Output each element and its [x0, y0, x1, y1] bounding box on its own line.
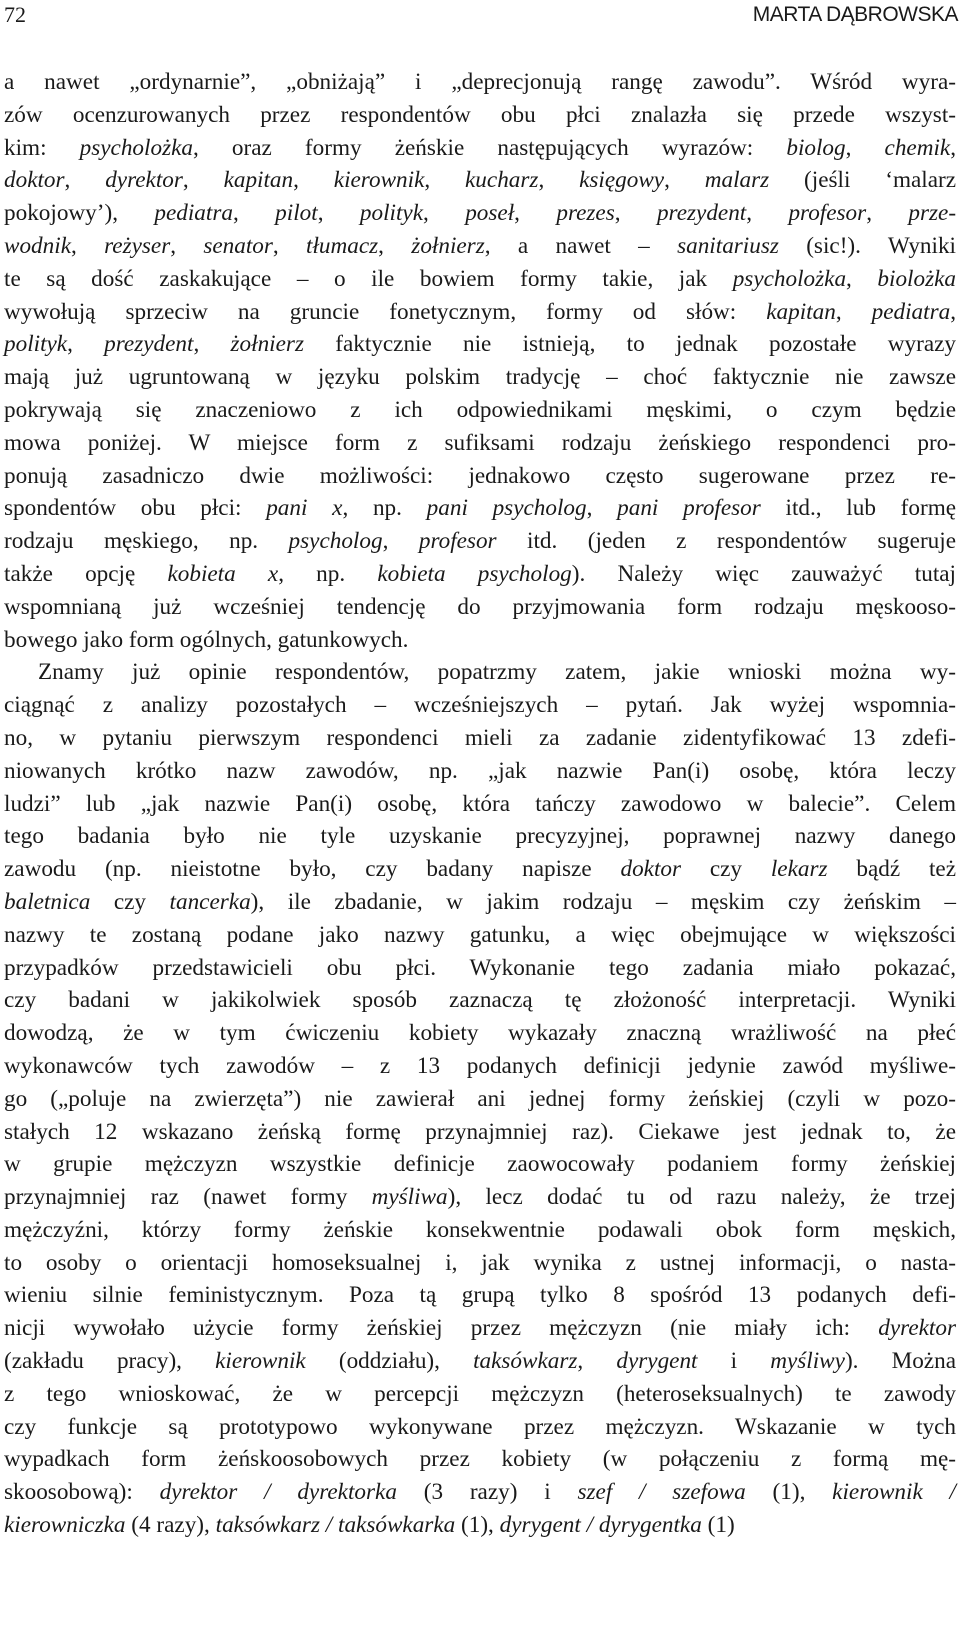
- page-number: 72: [4, 2, 26, 27]
- text-line: spondentów obu płci: pani x, np. pani psycholog, pani profesor itd., lub formę: [4, 495, 957, 522]
- text-line: w grupie mężczyzn wszystkie definicje zaowocowały podaniem formy żeńskiej: [4, 1151, 956, 1178]
- text-line: (zakładu pracy), kierownik (oddziału), taksówkarz, dyrygent i myśliwy). Można: [4, 1348, 956, 1375]
- text-line: pokrywają się znaczeniowo z ich odpowiednikami męskimi, o czym będzie: [4, 396, 956, 423]
- text-line: z tego wnioskować, że w percepcji mężczyzn (heteroseksualnych) te zawody: [4, 1380, 956, 1407]
- text-line: stałych 12 wskazano żeńską formę przynajmniej raz). Ciekawe jest jednak to, że: [4, 1118, 956, 1145]
- text-line: nazwy te zostaną podane jako nazwy gatunku, a więc obejmujące w większości: [4, 921, 956, 948]
- text-line: przypadków przedstawicieli obu płci. Wykonanie tego zadania miało pokazać,: [4, 954, 956, 981]
- text-line: ciągnąć z analizy pozostałych – wcześniejszych – pytań. Jak wyżej wspomnia-: [4, 692, 956, 719]
- text-line: wypadkach form żeńskoosobowych przez kobiety (w połączeniu z formą mę-: [4, 1446, 956, 1473]
- text-line: ludzi” lub „jak nazwie Pan(i) osobę, która tańczy zawodowo w balecie”. Celem: [4, 790, 956, 817]
- text-line: polityk, prezydent, żołnierz faktycznie nie istnieją, to jednak pozostałe wyrazy: [4, 331, 957, 358]
- text-line: rodzaju męskiego, np. psycholog, profesor itd. (jeden z respondentów sugeruje: [4, 528, 956, 555]
- text-line: mowa poniżej. W miejsce form z sufiksami rodzaju żeńskiego respondenci pro-: [4, 429, 956, 456]
- text-line: przynajmniej raz (nawet formy myśliwa), lecz dodać tu od razu należy, że trzej: [4, 1184, 956, 1211]
- text-line: te są dość zaskakujące – o ile bowiem formy takie, jak psycholożka, biolożka: [4, 265, 956, 292]
- text-line: wykonawców tych zawodów – z 13 podanych definicji jedynie zawód myśliwe-: [4, 1052, 956, 1079]
- text-line: dowodzą, że w tym ćwiczeniu kobiety wykazały znaczną wrażliwość na płeć: [4, 1020, 956, 1047]
- running-head: [4, 2, 960, 28]
- text-line: niowanych krótko nazw zawodów, np. „jak nazwie Pan(i) osobę, która leczy: [4, 757, 956, 784]
- text-line: ponują zasadniczo dwie możliwości: jednakowo często sugerowane przez re-: [4, 462, 956, 489]
- paragraph-2: [4, 656, 956, 1542]
- text-line: zów ocenzurowanych przez respondentów obu płci znalazła się przede wszyst-: [4, 101, 956, 128]
- text-line: mają już ugruntowaną w języku polskim tradycję – choć faktycznie nie zawsze: [4, 364, 956, 391]
- text-line: wywołują sprzeciw na gruncie fonetycznym, formy od słów: kapitan, pediatra,: [4, 298, 956, 325]
- text-line: czy badani w jakikolwiek sposób zaznaczą tę złożoność interpretacji. Wyniki: [4, 987, 956, 1014]
- text-line: go („poluje na zwierzęta”) nie zawierał ani jednej formy żeńskiej (czyli w pozo-: [4, 1085, 956, 1112]
- text-line: kierowniczka (4 razy), taksówkarz / taksówkarka (1), dyrygent / dyrygentka (1): [4, 1512, 735, 1539]
- text-line: wspomnianą już wcześniej tendencję do przyjmowania form rodzaju męskooso-: [4, 593, 956, 620]
- text-line: kim: psycholożka, oraz formy żeńskie następujących wyrazów: biolog, chemik,: [4, 134, 957, 161]
- text-line: zawodu (np. nieistotne było, czy badany napisze doktor czy lekarz bądź też: [4, 856, 956, 883]
- text-line: skoosobową): dyrektor / dyrektorka (3 razy) i szef / szefowa (1), kierownik /: [4, 1479, 956, 1506]
- text-line: wieniu silnie feministycznym. Poza tą grupą tylko 8 spośród 13 podanych defi-: [4, 1282, 956, 1309]
- text-line: no, w pytaniu pierwszym respondenci mieli za zadanie zidentyfikować 13 zdefi-: [4, 724, 956, 751]
- text-line: nicji wywołało użycie formy żeńskiej przez mężczyzn (nie miały ich: dyrektor: [4, 1315, 956, 1342]
- text-line: czy funkcje są prototypowo wykonywane przez mężczyzn. Wskazanie w tych: [4, 1413, 956, 1440]
- text-line: a nawet „ordynarnie”, „obniżają” i „deprecjonują rangę zawodu”. Wśród wyra-: [4, 69, 956, 95]
- text-line: doktor, dyrektor, kapitan, kierownik, kucharz, księgowy, malarz (jeśli ‘malarz: [4, 167, 957, 194]
- body-text: [4, 66, 956, 1542]
- text-line: baletnica czy tancerka), ile zbadanie, w jakim rodzaju – męskim czy żeńskim –: [4, 888, 956, 915]
- text-line: bowego jako form ogólnych, gatunkowych.: [4, 626, 409, 653]
- running-head-author: MARTA DĄBROWSKA: [752, 3, 958, 26]
- text-line: to osoby o orientacji homoseksualnej i, jak wynika z ustnej informacji, o nasta-: [4, 1249, 956, 1276]
- text-line: wodnik, reżyser, senator, tłumacz, żołnierz, a nawet – sanitariusz (sic!). Wyniki: [4, 232, 956, 259]
- text-line: także opcję kobieta x, np. kobieta psycholog). Należy więc zauważyć tutaj: [4, 560, 956, 587]
- text-line: mężczyźni, którzy formy żeńskie konsekwentnie podawali obok form męskich,: [4, 1216, 956, 1243]
- text-line: tego badania było nie tyle uzyskanie precyzyjnej, poprawnej nazwy danego: [4, 823, 956, 850]
- text-line: pokojowy’), pediatra, pilot, polityk, poseł, prezes, prezydent, profesor, prze-: [4, 200, 957, 227]
- text-line: Znamy już opinie respondentów, popatrzmy zatem, jakie wnioski można wy-: [38, 659, 956, 686]
- paragraph-1: [4, 66, 956, 656]
